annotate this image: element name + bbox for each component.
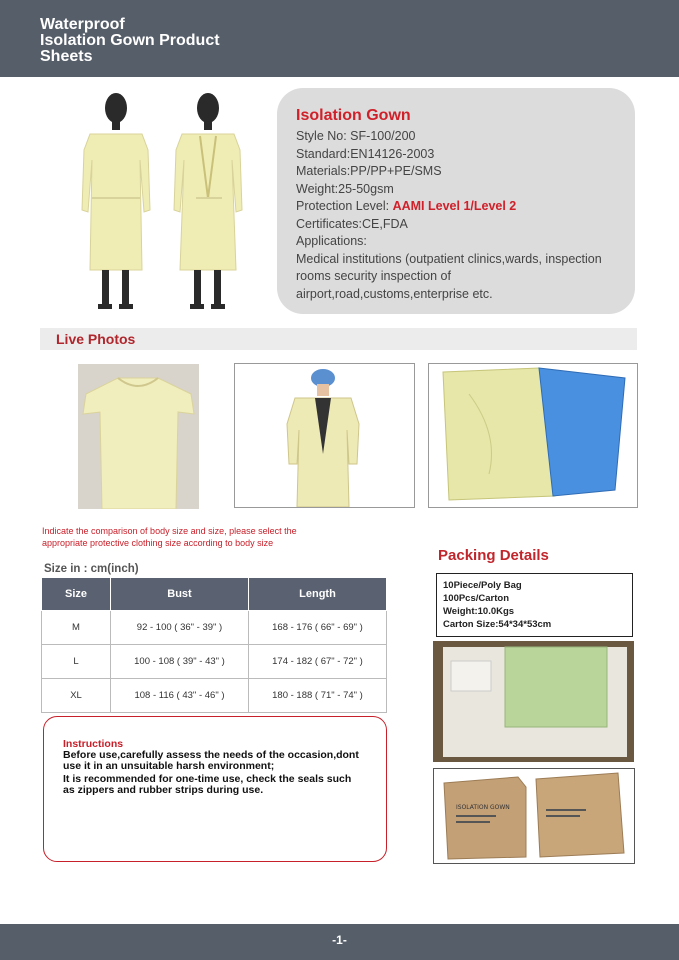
cell-bust: 100 - 108 ( 39" - 43" ) [111, 645, 249, 679]
table-row [42, 679, 387, 713]
protection-value: AAMI Level 1/Level 2 [392, 199, 517, 213]
packing-details-box [436, 573, 633, 637]
instructions-title: Instructions [63, 738, 124, 750]
header-size: Size [42, 578, 111, 611]
cell-size: XL [42, 679, 111, 713]
protection-label: Protection Level: [296, 199, 393, 213]
weight: Weight:25-50gsm [296, 181, 394, 196]
spec-list [296, 128, 626, 303]
cell-length: 168 - 176 ( 66" - 69" ) [249, 611, 387, 645]
packing-photo-bags [433, 641, 634, 762]
packing-line: 100Pcs/Carton [443, 593, 510, 604]
product-name: Isolation Gown [296, 107, 411, 124]
protection-level [296, 198, 626, 216]
page-title: Waterproof Isolation Gown Product Sheets [40, 16, 220, 65]
table-header-row [42, 578, 387, 611]
table-row [42, 645, 387, 679]
cell-bust: 92 - 100 ( 36" - 39" ) [111, 611, 249, 645]
standard: Standard:EN14126-2003 [296, 146, 435, 161]
certificates: Certificates:CE,FDA [296, 216, 408, 231]
materials: Materials:PP/PP+PE/SMS [296, 164, 442, 178]
instruction-line-2: It is recommended for one-time use, check the seals such as zippers and rubber strips during use. [63, 773, 352, 796]
live-photo-gown-front [78, 364, 199, 509]
live-photo-gowns-folded [428, 363, 638, 508]
instruction-line-1: Before use,carefully assess the needs of the occasion,dont use it in an unsuitable harsh environment; [63, 749, 359, 772]
packing-line: 10Piece/Poly Bag [443, 580, 522, 591]
live-photos-title: Live Photos [56, 331, 136, 347]
live-photos-bar [40, 328, 637, 350]
back-mannequin [174, 93, 242, 309]
header-bar [0, 0, 679, 77]
packing-line: Weight:10.0Kgs [443, 606, 515, 617]
carton-label: ISOLATION GOWN [456, 804, 510, 811]
table-row [42, 611, 387, 645]
cell-size: M [42, 611, 111, 645]
instructions-box [43, 716, 387, 862]
cell-length: 180 - 188 ( 71" - 74" ) [249, 679, 387, 713]
header-bust: Bust [111, 578, 249, 611]
cell-size: L [42, 645, 111, 679]
size-table [41, 577, 387, 713]
size-unit-caption: Size in : cm(inch) [44, 563, 139, 575]
applications-label: Applications: [296, 234, 367, 248]
cell-bust: 108 - 116 ( 43" - 46" ) [111, 679, 249, 713]
packing-details-title: Packing Details [438, 547, 549, 564]
page-number: -1- [332, 933, 347, 947]
footer-bar [0, 924, 679, 960]
mannequin-photos [70, 90, 260, 315]
style-no: Style No: SF-100/200 [296, 129, 416, 143]
header-length: Length [249, 578, 387, 611]
front-mannequin [82, 93, 150, 309]
packing-photo-cartons [433, 768, 635, 864]
applications-text: Medical institutions (outpatient clinics,wards, inspection rooms security inspection of airport,road,customs,enterprise etc. [296, 251, 602, 301]
packing-line: Carton Size:54*34*53cm [443, 619, 552, 630]
product-spec-panel [277, 88, 635, 314]
live-photo-gown-back [234, 363, 415, 508]
size-note: Indicate the comparison of body size and size, please select the appropriate protective clothing size according to body size [42, 526, 297, 548]
cell-length: 174 - 182 ( 67" - 72" ) [249, 645, 387, 679]
